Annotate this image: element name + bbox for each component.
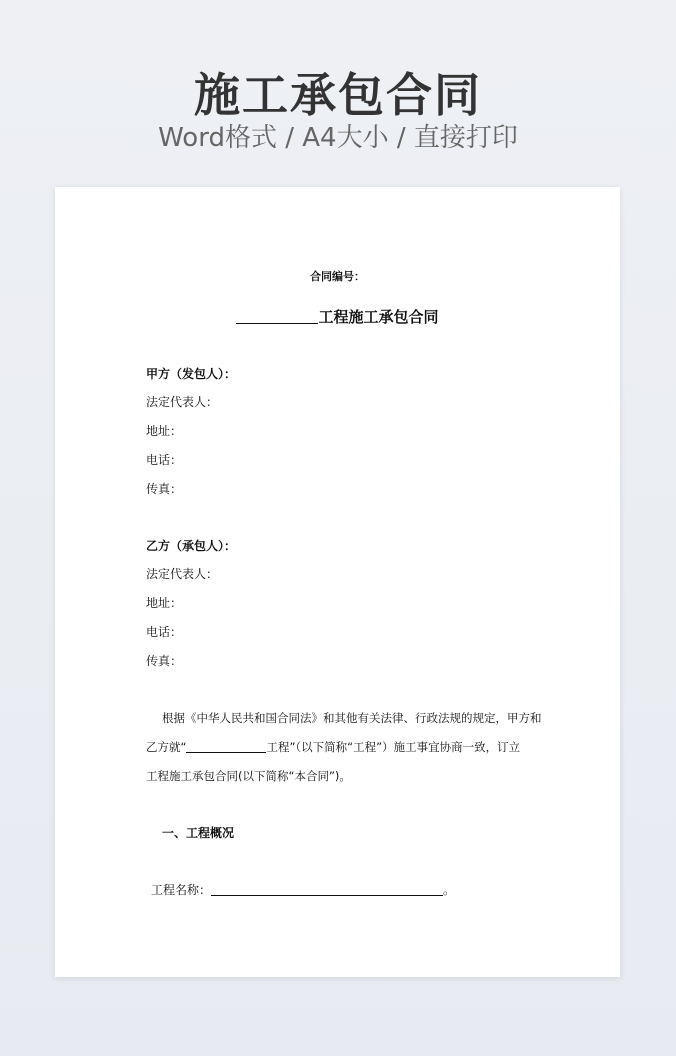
party-a-legal-rep: 法定代表人： <box>146 395 219 409</box>
party-b-legal-rep: 法定代表人： <box>146 567 219 581</box>
paragraph-blank <box>186 752 266 753</box>
paragraph-line-1: 根据《中华人民共和国合同法》和其他有关法律、行政法规的规定，甲方和 <box>162 711 542 725</box>
party-b-heading: 乙方（承包人）： <box>146 539 237 553</box>
party-a-phone: 电话： <box>146 453 183 467</box>
document-title-text: 工程施工承包合同 <box>318 308 439 326</box>
project-name-label: 工程名称： <box>151 883 212 897</box>
banner-title: 施工承包合同 <box>194 68 482 122</box>
project-name-end: 。 <box>443 883 456 897</box>
project-name-blank <box>236 323 318 324</box>
paragraph-line-2-prefix: 乙方就“ <box>146 740 187 754</box>
party-b-address: 地址： <box>146 596 183 610</box>
party-a-heading: 甲方（发包人）： <box>146 367 237 381</box>
project-name-row <box>151 882 455 898</box>
banner-subtitle: Word格式 / A4大小 / 直接打印 <box>158 123 518 153</box>
paragraph-line-3: 工程施工承包合同(以下简称“本合同”)。 <box>146 769 351 783</box>
party-a-fax: 传真： <box>146 482 183 496</box>
document-page <box>55 187 620 977</box>
contract-number-label: 合同编号： <box>310 270 365 283</box>
paragraph-line-2 <box>146 739 520 755</box>
paragraph-line-2-suffix: 工程”（以下简称“工程”）施工事宜协商一致，订立 <box>266 740 521 754</box>
document-title <box>55 307 620 327</box>
party-b-fax: 传真： <box>146 654 183 668</box>
section-1-heading: 一、工程概况 <box>162 826 235 840</box>
party-b-phone: 电话： <box>146 625 183 639</box>
project-name-field-blank <box>211 895 443 896</box>
party-a-address: 地址： <box>146 424 183 438</box>
